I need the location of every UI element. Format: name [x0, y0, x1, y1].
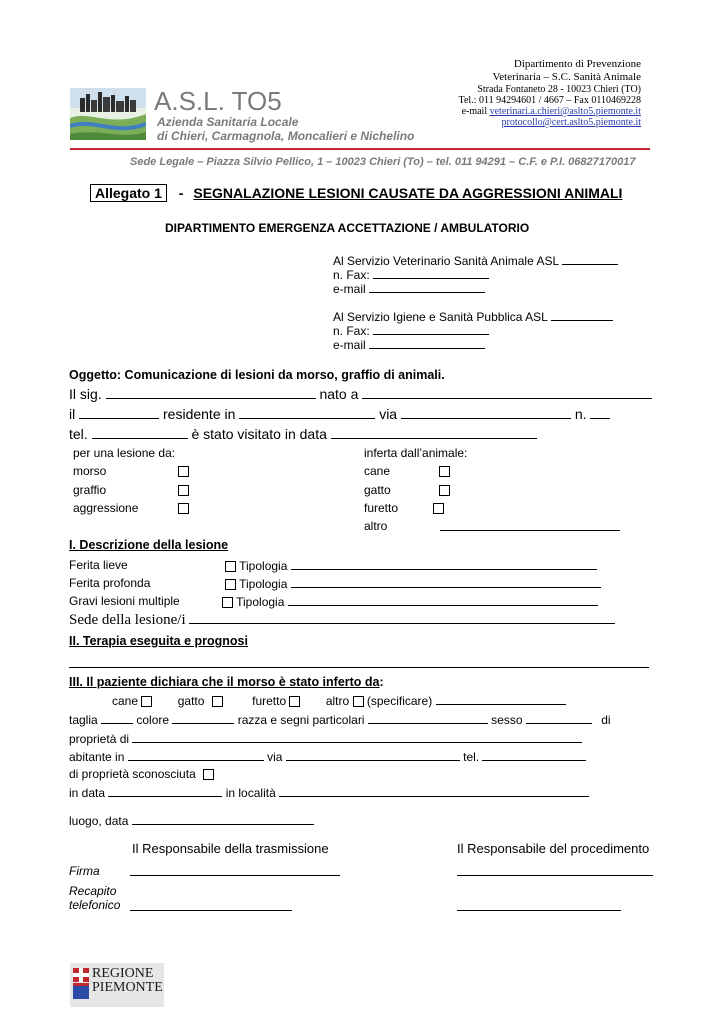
localita-label: in località — [225, 786, 276, 800]
furetto-checkbox[interactable] — [289, 696, 300, 707]
patient-line-3 — [69, 426, 537, 442]
allegato-label: Allegato 1 — [90, 184, 167, 202]
sconosciuta-checkbox[interactable] — [203, 769, 214, 780]
recipient-vet-asl-field[interactable] — [562, 253, 618, 265]
animal-altro: altro — [364, 519, 388, 533]
oggetto: Oggetto: Comunicazione di lesioni da morso, graffio di animali. — [69, 368, 445, 382]
recipient-igiene-asl-field[interactable] — [551, 309, 613, 321]
document-subtitle: DIPARTIMENTO EMERGENZA ACCETTAZIONE / AMBULATORIO — [165, 221, 530, 235]
owner-phone-field[interactable] — [482, 749, 586, 761]
fax-label: n. Fax: — [333, 268, 370, 282]
ferita-lieve-tipologia-field[interactable] — [291, 558, 597, 570]
residence-field[interactable] — [239, 407, 375, 419]
abitante-field[interactable] — [128, 749, 264, 761]
dept-address: Strada Fontaneto 28 - 10023 Chieri (TO) — [477, 84, 641, 95]
recipient-vet-label: Al Servizio Veterinario Sanità Animale ASL — [333, 254, 559, 268]
section-3-colon: : — [379, 675, 384, 689]
tel-label: tel. — [69, 426, 88, 442]
sede-lesione — [69, 612, 615, 629]
proprieta-row — [69, 731, 582, 746]
di-label: di — [601, 713, 611, 727]
fax-field[interactable] — [373, 323, 489, 335]
recipient-vet-email — [333, 281, 485, 296]
ferita-profonda-label: Ferita profonda — [69, 576, 151, 590]
il-label: il — [69, 406, 76, 422]
per-una-lesione: per una lesione da: — [73, 446, 176, 460]
recipient-igiene — [333, 309, 613, 324]
email-label: e-mail — [333, 338, 366, 352]
animal-gatto: gatto — [364, 483, 391, 497]
taglia-label: taglia — [69, 713, 98, 727]
header-rule — [70, 148, 650, 150]
email-field[interactable] — [369, 337, 485, 349]
in-data-label: in data — [69, 786, 106, 800]
graffio-checkbox[interactable] — [178, 485, 189, 496]
dept-email — [462, 106, 641, 117]
section-1-text: I. Descrizione della lesione — [69, 538, 229, 552]
luogo-data-row — [69, 813, 314, 828]
furetto-checkbox[interactable] — [433, 503, 444, 514]
asl-subtitle-1: Azienda Sanitaria Locale — [157, 115, 299, 129]
proprieta-field[interactable] — [132, 731, 582, 743]
section-3-text: III. Il paziente dichiara che il morso è stato inferto da — [69, 675, 380, 689]
patient-name-field[interactable] — [106, 387, 316, 399]
title-dash: - — [178, 185, 184, 201]
street-number-field[interactable] — [590, 407, 610, 419]
animal-details-row — [69, 712, 611, 727]
recipient-igiene-fax — [333, 323, 489, 338]
sede-lesione-label: Sede della lesione/i — [69, 612, 186, 628]
animal-furetto: furetto — [364, 501, 399, 515]
firma-label: Firma — [69, 864, 100, 878]
animal-altro: altro — [325, 694, 350, 708]
gravi-lesioni-label: Gravi lesioni multiple — [69, 594, 180, 608]
email-prefix: e-mail — [461, 106, 490, 117]
section-2-text: II. Terapia eseguita e prognosi — [69, 634, 248, 648]
sconosciuta-label: di proprietà sconosciuta — [69, 767, 196, 781]
regione-logo — [70, 963, 164, 1007]
owner-street-field[interactable] — [286, 749, 460, 761]
sede-lesione-field[interactable] — [189, 612, 615, 624]
animal-cane: cane — [112, 694, 139, 708]
specificare-label: (specificare) — [366, 694, 433, 708]
n-label: n. — [574, 406, 587, 422]
lesion-type-morso: morso — [73, 464, 107, 478]
lesion-type-aggressione: aggressione — [73, 501, 139, 515]
dept-phone: Tel.: 011 94294601 / 4667 – Fax 0110469228 — [458, 95, 641, 106]
recapito-procedimento-field[interactable] — [457, 899, 621, 911]
resp-trasmissione: Il Responsabile della trasmissione — [132, 841, 329, 856]
email-label: e-mail — [333, 282, 366, 296]
razza-field[interactable] — [368, 712, 488, 724]
street-field[interactable] — [401, 407, 571, 419]
colore-field[interactable] — [172, 712, 234, 724]
dept-line-1: Dipartimento di Prevenzione — [513, 58, 641, 70]
recipient-igiene-email — [333, 337, 485, 352]
recipient-vet-fax — [333, 267, 489, 282]
cane-checkbox[interactable] — [141, 696, 152, 707]
biting-animal-row — [112, 693, 566, 708]
recapito-label-2: telefonico — [69, 898, 121, 912]
animal-cane: cane — [364, 464, 391, 478]
birthplace-field[interactable] — [362, 387, 652, 399]
patient-line-1 — [69, 386, 652, 402]
fax-label: n. Fax: — [333, 324, 370, 338]
resp-procedimento: Il Responsabile del procedimento — [457, 841, 650, 856]
incident-date-field[interactable] — [108, 785, 222, 797]
altro-field[interactable] — [440, 519, 620, 531]
colore-label: colore — [136, 713, 170, 727]
document-title: SEGNALAZIONE LESIONI CAUSATE DA AGGRESSIONI ANIMALI — [193, 185, 623, 201]
visit-date-field[interactable] — [331, 427, 537, 439]
ferita-lieve-tipologia — [225, 558, 597, 573]
via-label: via — [267, 750, 283, 764]
razza-label: razza e segni particolari — [237, 713, 365, 727]
sig-label: Il sig. — [69, 386, 102, 402]
email-field[interactable] — [369, 281, 485, 293]
abitante-label: abitante in — [69, 750, 125, 764]
asl-subtitle-2: di Chieri, Carmagnola, Moncalieri e Nichelino — [157, 129, 415, 143]
gatto-checkbox[interactable] — [212, 696, 223, 707]
sconosciuta-row — [69, 767, 214, 781]
gravi-lesioni-checkbox[interactable] — [222, 597, 233, 608]
inferta-label: inferta dall’animale: — [364, 446, 468, 460]
specificare-field[interactable] — [436, 693, 566, 705]
firma-trasmissione-field[interactable] — [130, 864, 340, 876]
gravi-lesioni-tipologia-field[interactable] — [288, 594, 598, 606]
fax-field[interactable] — [373, 267, 489, 279]
email-link-2[interactable]: protocollo@cert.aslto5.piemonte.it — [501, 117, 641, 128]
aggressione-checkbox[interactable] — [178, 503, 189, 514]
email-link-1[interactable]: veterinari.a.chieri@aslto5.piemonte.it — [489, 106, 641, 117]
cane-checkbox[interactable] — [439, 466, 450, 477]
nato-a-label: nato a — [319, 386, 359, 402]
altro-checkbox[interactable] — [353, 696, 364, 707]
gatto-checkbox[interactable] — [439, 485, 450, 496]
section-3-title — [69, 675, 384, 689]
asl-name: A.S.L. TO5 — [154, 86, 282, 116]
via-label: via — [379, 406, 398, 422]
firma-procedimento-field[interactable] — [457, 864, 653, 876]
title-line — [90, 185, 622, 201]
section-1-title — [69, 538, 228, 552]
tipologia-label: Tipologia — [236, 595, 285, 609]
abitante-row — [69, 749, 586, 764]
animal-gatto: gatto — [177, 694, 205, 708]
ferita-lieve-checkbox[interactable] — [225, 561, 236, 572]
ferita-profonda-tipologia — [225, 576, 601, 591]
sesso-field[interactable] — [526, 712, 592, 724]
tipologia-label: Tipologia — [239, 559, 288, 573]
recipient-vet — [333, 253, 618, 268]
localita-field[interactable] — [279, 785, 589, 797]
lesion-type-graffio: graffio — [73, 483, 107, 497]
recipient-igiene-label: Al Servizio Igiene e Sanità Pubblica ASL — [333, 310, 548, 324]
gravi-lesioni-tipologia — [222, 594, 598, 609]
visitato-label: è stato visitato in data — [191, 426, 327, 442]
tipologia-label: Tipologia — [239, 577, 288, 591]
regione-text-1: REGIONE — [92, 966, 154, 981]
tel-label: tel. — [463, 750, 480, 764]
animal-furetto: furetto — [252, 694, 287, 708]
ferita-profonda-checkbox[interactable] — [225, 579, 236, 590]
residente-label: residente in — [163, 406, 236, 422]
data-localita-row — [69, 785, 589, 800]
luogo-data-field[interactable] — [132, 813, 314, 825]
morso-checkbox[interactable] — [178, 466, 189, 477]
ferita-profonda-tipologia-field[interactable] — [291, 576, 601, 588]
dept-line-2: Veterinaria – S.C. Sanità Animale — [492, 71, 641, 83]
section-2-title — [69, 634, 248, 648]
proprieta-label: proprietà di — [69, 732, 130, 746]
phone-field[interactable] — [92, 427, 188, 439]
recapito-trasmissione-field[interactable] — [130, 899, 292, 911]
asl-logo — [70, 88, 146, 140]
ferita-lieve-label: Ferita lieve — [69, 558, 128, 572]
sede-legale: Sede Legale – Piazza Silvio Pellico, 1 – 10023 Chieri (To) – tel. 011 94291 – C.F. e P.I. 06827170017 — [130, 156, 636, 168]
patient-line-2 — [69, 406, 610, 422]
sesso-label: sesso — [491, 713, 523, 727]
recapito-label-1: Recapito — [69, 884, 117, 898]
luogo-data-label: luogo, data — [69, 814, 129, 828]
taglia-field[interactable] — [101, 712, 133, 724]
regione-text-2: PIEMONTE — [92, 980, 163, 995]
terapia-field[interactable] — [69, 656, 649, 668]
birthdate-field[interactable] — [79, 407, 159, 419]
